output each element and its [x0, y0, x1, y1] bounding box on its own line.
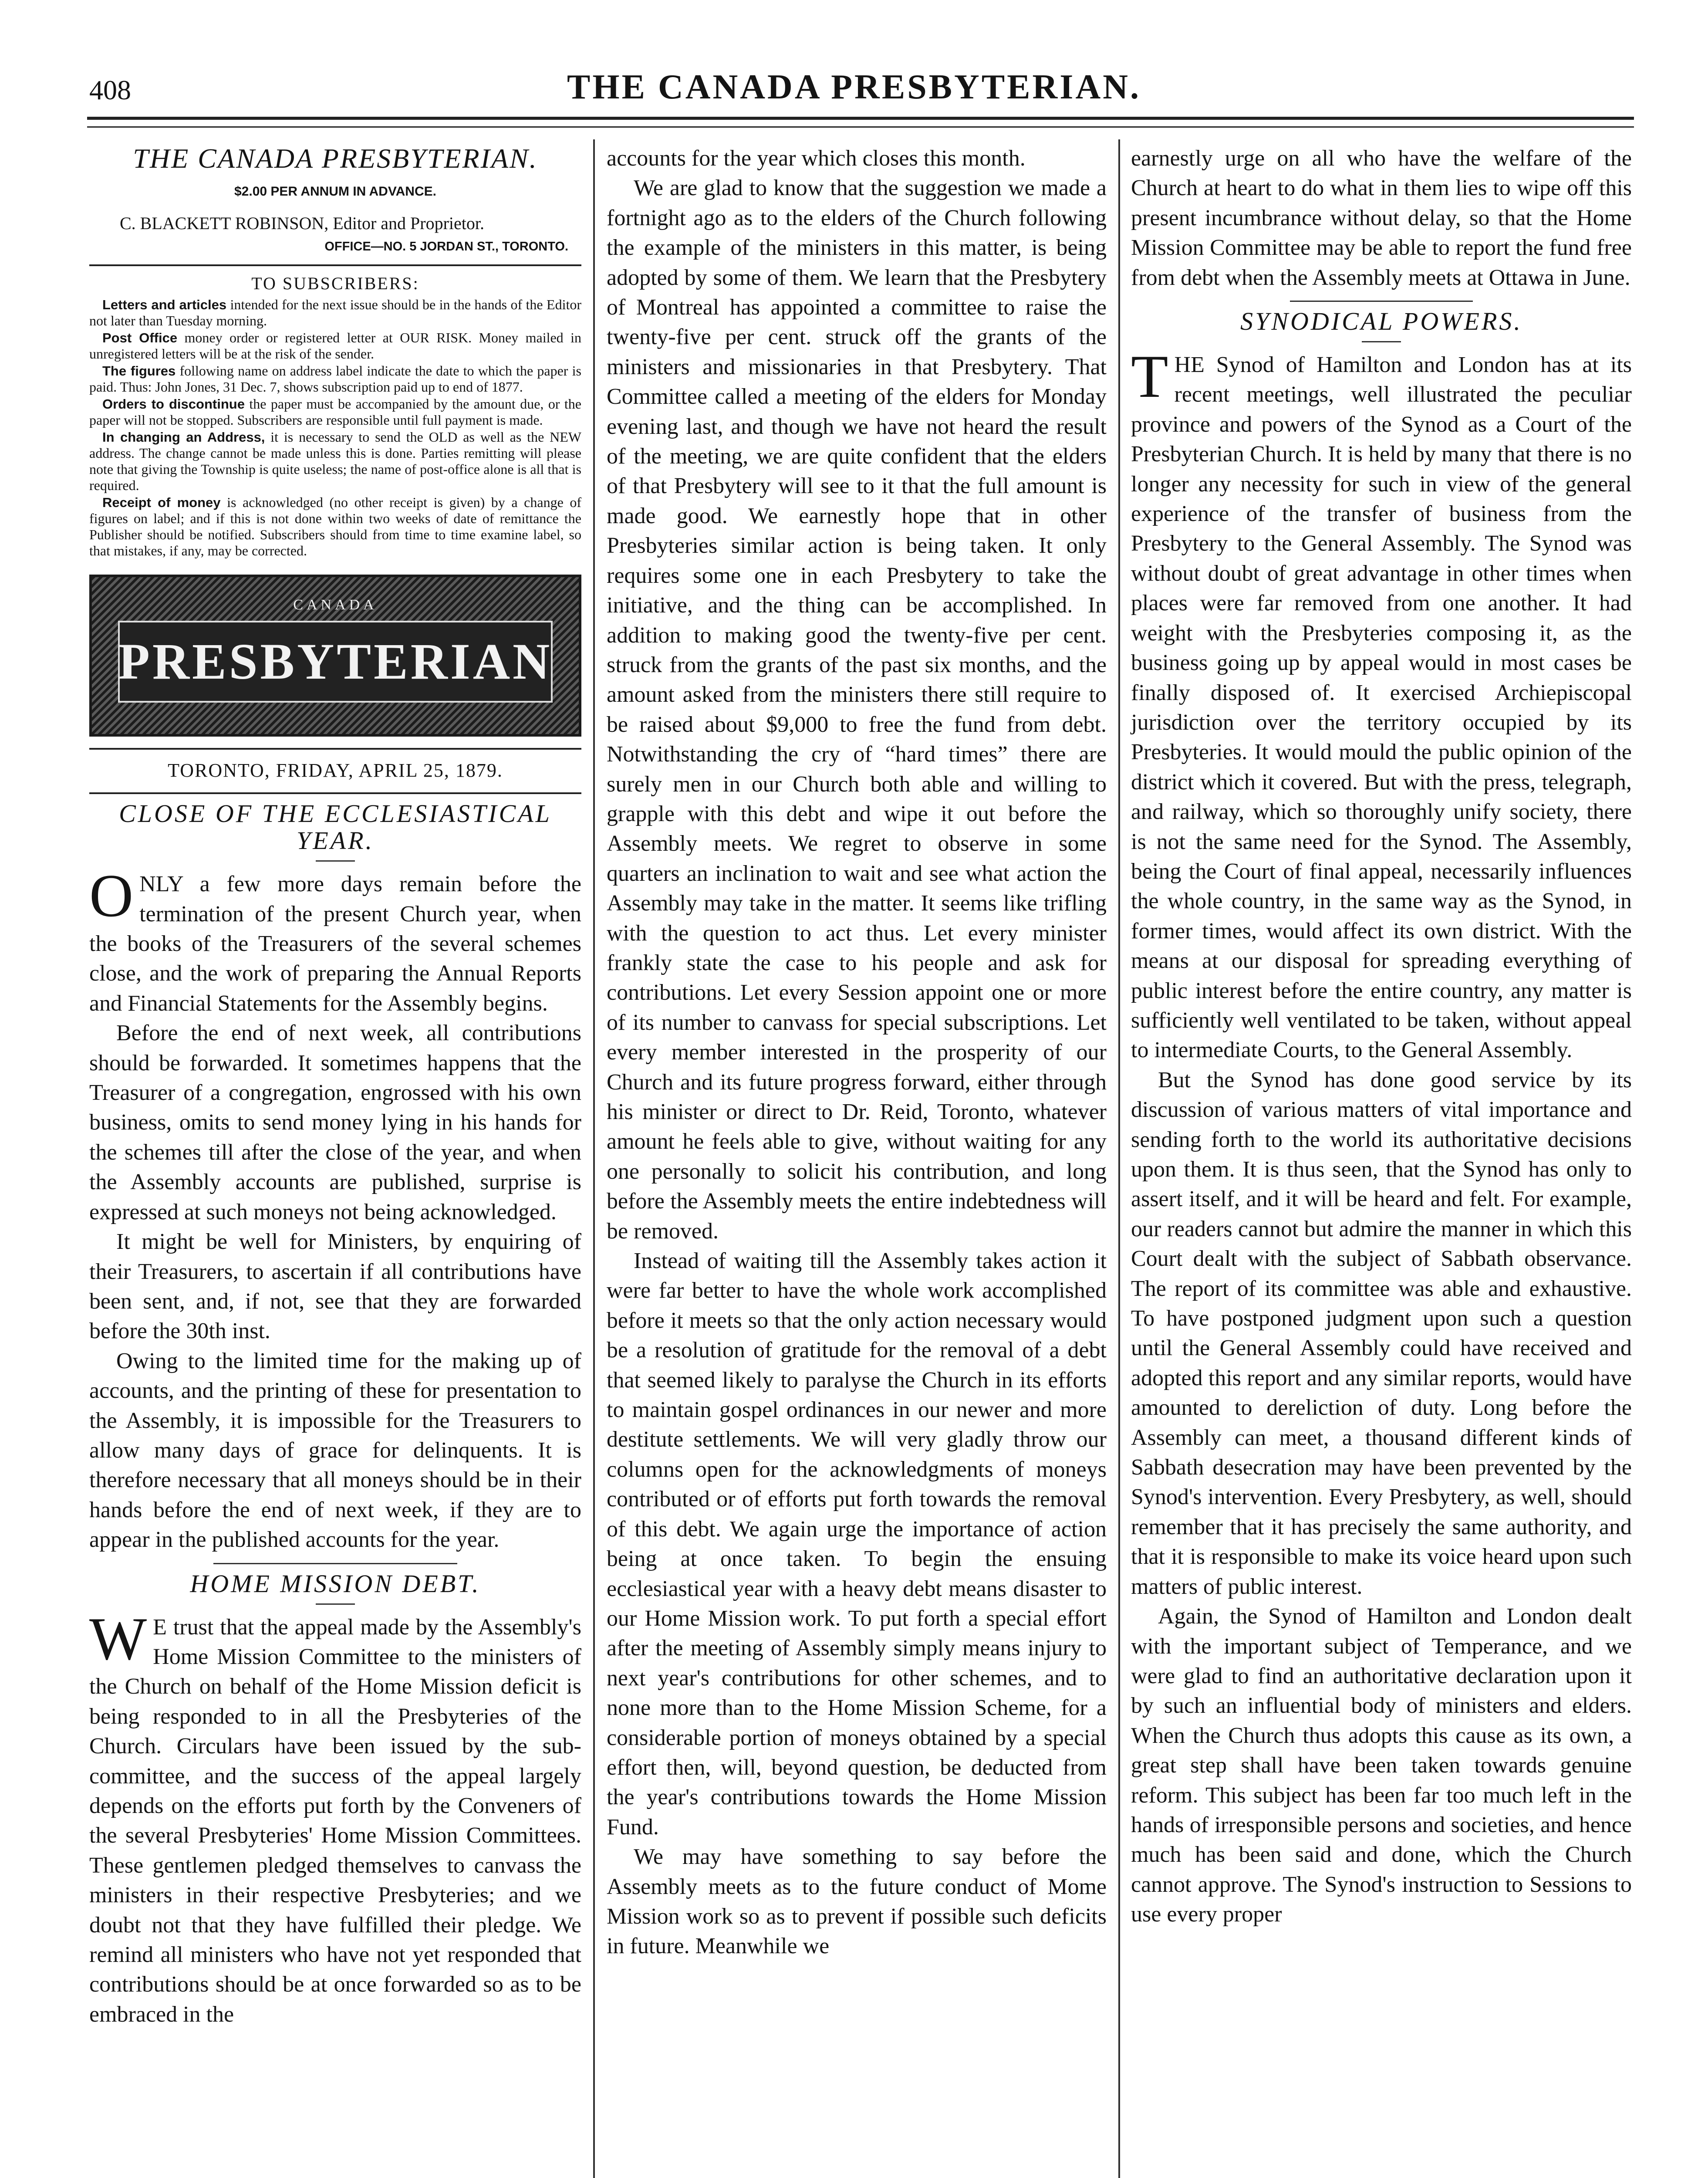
masthead — [89, 144, 581, 559]
subscriber-notices-title: TO SUBSCRIBERS: — [251, 273, 419, 293]
article-paragraph: ONLY a few more days remain before the termination of the present Church year, when the books of the Treasurers of the several schemes close, and the work of preparing the Annual Reports and Financial Statements for the Assembly begins. — [89, 862, 581, 1016]
dateline-rule — [89, 792, 581, 794]
drop-cap: W — [89, 1605, 147, 1673]
heading-rule — [316, 860, 355, 862]
newspaper-header-title: THE CANADA PRESBYTERIAN. — [567, 68, 1141, 106]
article-paragraph: But the Synod has done good service by its discussion of various matters of vital importance and sending forth to the world its authoritative decisions upon them. It is thus seen, that the Synod has only to assert itself, and it will be heard and felt. For example, our readers cannot but admire the manner in which this Court dealt with the subject of Sabbath observance. The report of its committee was able and exhaustive. To have postponed judgment upon such a question until the General Assembly could have received and adopted this report and any similar reports, would have amounted to dereliction of duty. Long before the Assembly can meet, a thousand different kinds of Sabbath desecration may have been prevented by the Synod's intervention. Every Presbytery, as well, should remember that it has precisely the same authority, and that it is responsible to make its voice heard upon such matters of public interest. — [1131, 1067, 1632, 1599]
heading-rule — [1362, 341, 1401, 342]
column-2 — [607, 144, 1107, 1962]
article-paragraph: Before the end of next week, all contributions should be forwarded. It sometimes happens that the Treasurer of a congregation, engrossed with his own business, omits to send money lying in his hands for the schemes till after the close of the year, and when the Assembly accounts are published, surprise is expressed at such moneys not being acknowledged. — [89, 1021, 581, 1224]
subscriber-notice: Post Office money order or registered letter at OUR RISK. Money mailed in unregistered letters will be at the risk of the sender. — [89, 329, 581, 362]
article-paragraph-continued: accounts for the year which closes this month. — [607, 146, 1026, 171]
heading-rule — [316, 1603, 355, 1605]
subscriber-notice: Receipt of money is acknowledged (no other receipt is given) by a change of figures on label; and if this is not done within two weeks of date of remittance the Publisher should be notified. Subscribers should from time to time examine label, so that mistakes, if any, may be corrected. — [89, 494, 581, 558]
drop-cap: O — [89, 862, 134, 930]
article-heading-synodical-powers: SYNODICAL POWERS. — [1240, 307, 1522, 336]
article-paragraph: We may have something to say before the Assembly meets as to the future conduct of Mome Mission work so as to prevent if possible such deficits in future. Meanwhile we — [607, 1844, 1107, 1959]
subscriber-notice: Letters and articles intended for the next issue should be in the hands of the Editor not later than Tuesday morning. — [89, 296, 581, 328]
article-paragraph: Again, the Synod of Hamilton and London dealt with the important subject of Temperance, and we were glad to find an authoritative declaration upon it by such an influential body of ministers and elders. When the Church thus adopts this cause as its own, a great step shall have been taken towards genuine reform. This subject has been far too much left in the hands of irresponsible persons and societies, and hence much has been said and done, which the Church cannot approve. The Synod's instruction to Sessions to use every proper — [1131, 1604, 1632, 1927]
subscriber-notice: Orders to discontinue the paper must be accompanied by the amount due, or the paper will not be stopped. Subscribers are responsible until full payment is made. — [89, 396, 581, 428]
section-rule — [213, 1563, 457, 1564]
column-divider-2 — [1118, 139, 1120, 2178]
column-3 — [1131, 144, 1632, 1930]
dateline: TORONTO, FRIDAY, APRIL 25, 1879. — [168, 759, 503, 781]
banner-plate — [118, 621, 553, 703]
article-paragraph: W E trust that the appeal made by the Assembly's Home Mission Committee to the ministers of the Church on behalf of the Home Mission deficit is being responded to in all the Presbyteries of the Church. Circulars have been issued by the sub-committee, and the success of the appeal largely depends on the efforts put forth by the Conveners of the several Presbyteries' Home Mission Committees. These gentlemen pledged themselves to canvass the ministers in their respective Presbyteries; and we doubt not that they have fulfilled their pledge. We remind all ministers who have not yet responded that contributions should be at once forwarded so as to be embraced in the — [89, 1605, 581, 2027]
header-rule-thin — [87, 126, 1634, 128]
article-paragraph-continued: earnestly urge on all who have the welfare of the Church at heart to do what in them lies to wipe off this present incumbrance without delay, so that the Home Mission Committee may be able to report the fund free from debt when the Assembly meets at Ottawa in June. — [1131, 146, 1632, 290]
subscriber-notice: In changing an Address, it is necessary to send the OLD as well as the NEW address. The change cannot be made unless this is done. Parties remitting will please note that giving the Township is quite useless; the name of post-office alone is all that is required. — [89, 429, 581, 493]
masthead-title: THE CANADA PRESBYTERIAN. — [133, 143, 538, 174]
subscriber-notice: The figures following name on address label indicate the date to which the paper is paid. Thus: John Jones, 31 Dec. 7, shows subscription paid up to end of 1877. — [89, 362, 581, 395]
article-paragraph: It might be well for Ministers, by enquiring of their Treasurers, to ascertain if all contributions have been sent, and, if not, see that they are forwarded before the 30th inst. — [89, 1229, 581, 1344]
section-rule — [1290, 301, 1473, 302]
column-divider-1 — [593, 139, 595, 2178]
article-paragraph: Instead of waiting till the Assembly takes action it were far better to have the whole work accomplished before it meets so that the only action necessary would be a resolution of gratitude for the removal of a debt that seemed likely to paralyse the Church in its efforts to maintain gospel ordinances in our newer and more destitute settlements. We will very gladly throw our columns open for the acknowledgments of moneys contributed or of efforts put forth towards the removal of this debt. We again urge the importance of action being at once taken. To begin the ensuing ecclesiastical year with a heavy debt means disaster to our Home Mission work. To put forth a special effort after the meeting of Assembly simply means injury to next year's contributions for other schemes, and to none more than to the Home Mission Scheme, for a considerable portion of moneys obtained by a special effort then, will, beyond question, be deducted from the year's contributions towards the Home Mission Fund. — [607, 1248, 1107, 1840]
article-paragraph: We are glad to know that the suggestion we made a fortnight ago as to the elders of the Church following the example of the ministers in this matter, is being adopted by some of them. We learn that the Presbytery of Montreal has appointed a committee to raise the twenty-five per cent. struck off the grants of the ministers and missionaries in that Presbytery. That Committee called a meeting of the elders for Monday evening last, and though we have not heard the result of the meeting, we are quite confident that the elders of that Presbytery will see to it that the full amount is made good. We earnestly hope that in other Presbyteries similar action is being taken. It only requires some one in each Presbytery to take the initiative, and the thing can be accomplished. In addition to making good the twenty-five per cent. struck from the grants of the past six months, and the amount asked from the ministers there still require to be raised about $9,000 to free the fund from debt. Notwithstanding the cry of “hard times” there are surely men in our Church both able and willing to grapple with this debt and wipe it out before the Assembly meets. We regret to observe in some quarters an inclination to wait and see what action the Assembly may take in the matter. It seems like trifling with the question to act thus. Let every minister frankly state the case to his people and ask for contributions. Let every Session appoint one or more of its number to canvass for special subscriptions. Let every member interested in the prosperity of our Church and its future progress forward, either through his minister or direct to Dr. Reid, Toronto, whatever amount he feels able to give, without waiting for any one personally to solicit his contribution, and long before the Assembly meets the entire indebtedness will be removed. — [607, 176, 1107, 1244]
dateline-rule — [89, 748, 581, 750]
banner-word: PRESBYTERIAN — [118, 632, 553, 690]
masthead-editor: C. BLACKETT ROBINSON, Editor and Proprietor. — [120, 213, 485, 233]
banner-small-text: CANADA — [293, 596, 378, 613]
masthead-rule — [89, 264, 581, 266]
article-paragraph: THE Synod of Hamilton and London has at its recent meetings, well illustrated the peculiar province and powers of the Synod as a Court of the Presbyterian Church. It is held by many that there is no longer any necessity for such in view of the general experience of the transfer of business from the Presbytery to the General Assembly. The Synod was without doubt of great advantage in other times when places were far removed from one another. It had weight with the Presbyteries composing it, as the business going up by appeal would in most cases be finally disposed of. It exercised Archiepiscopal jurisdiction over the territory occupied by its Presbyteries. It would mould the public opinion of the district which it covered. But with the press, telegraph, and railway, which so thoroughly unify society, there is not the same need for the Synod. The Assembly, being the Court of final appeal, necessarily influences the whole country, in the same way as the Synod, in former times, would affect its own district. With the means at our disposal for spreading everything of public interest before the entire country, any matter is sufficiently well ventilated to be taken, without appeal to intermediate Courts, to the General Assembly. — [1131, 343, 1632, 1063]
article-heading-home-mission-debt: HOME MISSION DEBT. — [190, 1569, 481, 1598]
masthead-office: OFFICE—NO. 5 JORDAN ST., TORONTO. — [324, 239, 568, 254]
masthead-price: $2.00 PER ANNUM IN ADVANCE. — [234, 184, 436, 199]
article-heading-close-of-year: CLOSE OF THE ECCLESIASTICAL YEAR. — [119, 799, 552, 855]
presbyterian-banner-logo — [89, 575, 581, 737]
column-1 — [89, 144, 581, 2029]
page-number: 408 — [89, 74, 131, 105]
drop-cap: T — [1131, 343, 1168, 411]
header-rule-thick — [87, 117, 1634, 120]
article-paragraph: Owing to the limited time for the making up of accounts, and the printing of these for presentation to the Assembly, it is impossible for the Treasurers to allow many days of grace for delinquents. It is therefore necessary that all moneys should be in their hands before the end of next week, if they are to appear in the published accounts for the year. — [89, 1348, 581, 1552]
